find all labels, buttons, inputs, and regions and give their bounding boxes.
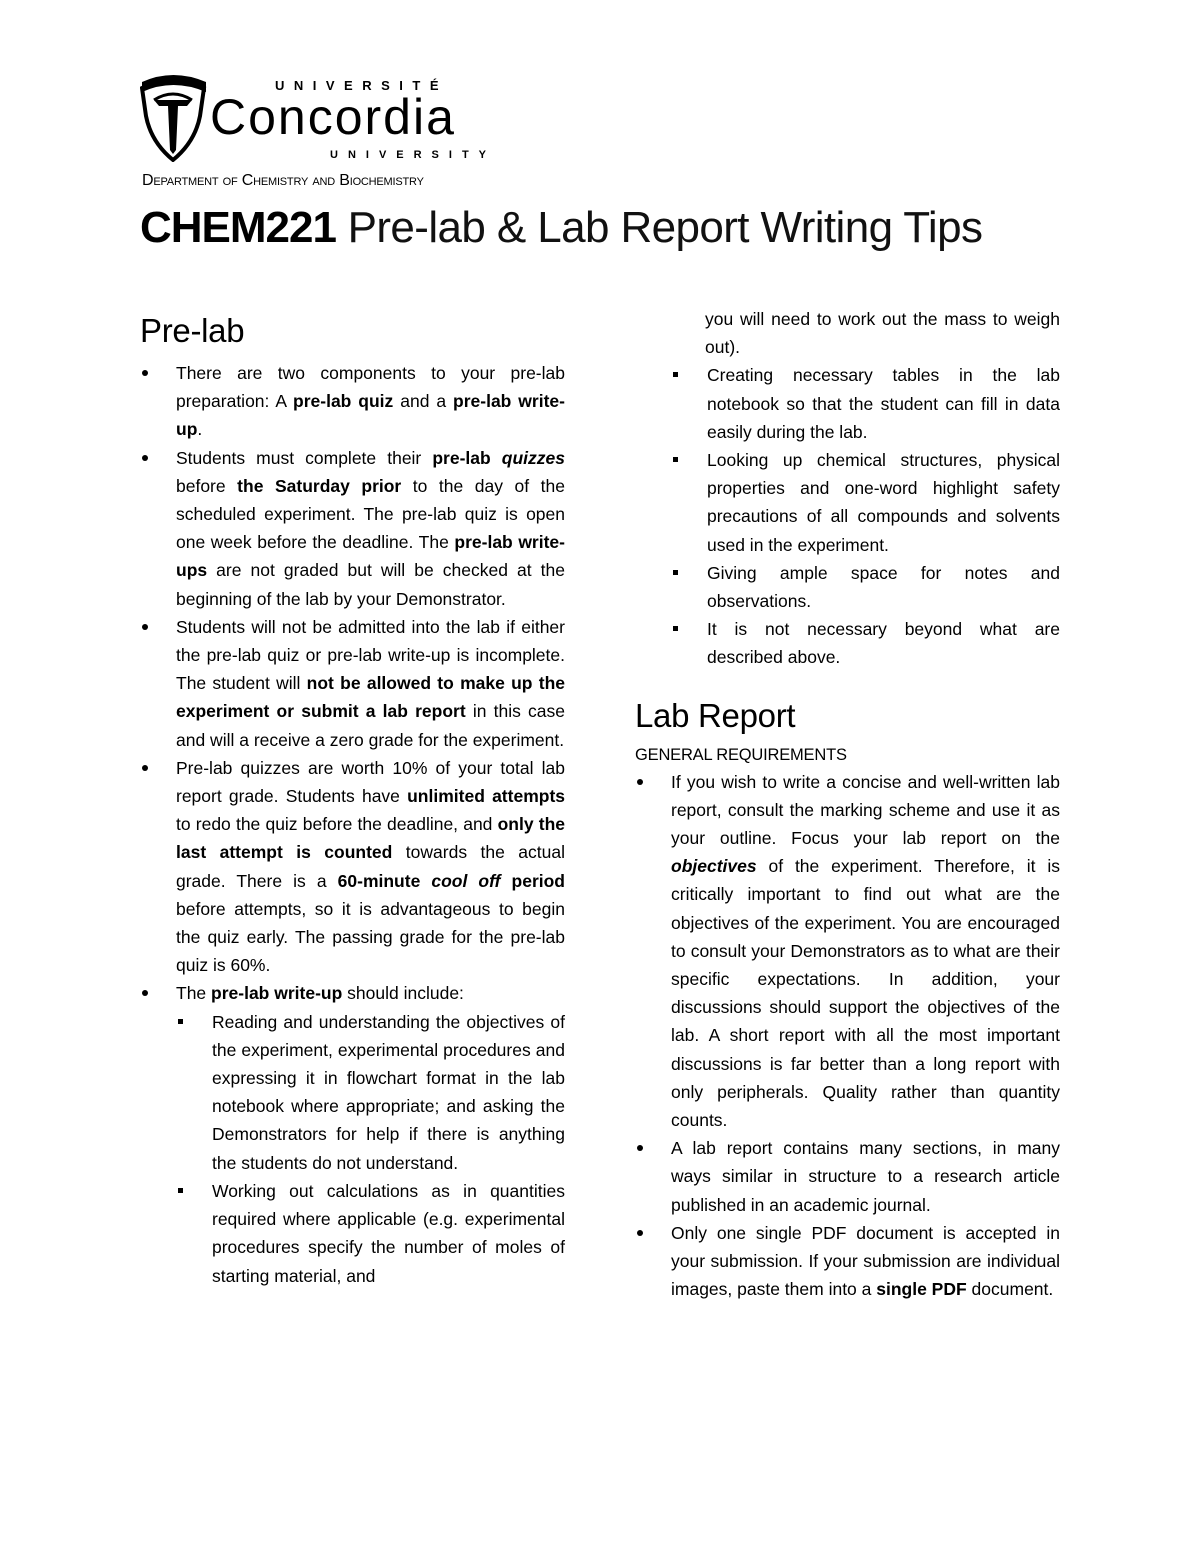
writeup-sublist xyxy=(176,1008,565,1290)
left-column xyxy=(140,305,565,1290)
list-item: Reading and understanding the objectives of the experiment, experimental procedures and expressing it in flowchart format in the lab notebook where appropriate; and asking the Demonstrators for help if there is anything the students do not understand. xyxy=(176,1008,565,1177)
list-item: Working out calculations as in quantities required where applicable (e.g. experimental procedures specify the number of moles of starting material, and xyxy=(176,1177,565,1290)
square-bullet-icon xyxy=(178,1019,183,1024)
department-name: Department of Chemistry and Biochemistry xyxy=(142,172,424,189)
list-item: Pre-lab quizzes are worth 10% of your total lab report grade. Students have unlimited attempts to redo the quiz before the deadline, and only the last attempt is counted towards the actual grade. There is a 60-minute cool off period before attempts, so it is advantageous to begin the quiz early. The passing grade for the pre-lab quiz is 60%. xyxy=(140,754,565,980)
list-item: Looking up chemical structures, physical properties and one-word highlight safety precautions of all compounds and solvents used in the experiment. xyxy=(635,446,1060,559)
list-item: Only one single PDF document is accepted in your submission. If your submission are individual images, paste them into a single PDF document. xyxy=(635,1219,1060,1304)
square-bullet-icon xyxy=(673,457,678,462)
document-title xyxy=(140,198,982,258)
bullet-icon xyxy=(142,455,148,461)
bullet-icon xyxy=(637,1145,643,1151)
prelab-list xyxy=(140,359,565,1290)
square-bullet-icon xyxy=(178,1188,183,1193)
general-requirements-subheading: GENERAL REQUIREMENTS xyxy=(635,745,847,764)
list-item: Giving ample space for notes and observations. xyxy=(635,559,1060,615)
logo-top-text: UNIVERSITÉ xyxy=(275,78,449,93)
sublist-continuation: you will need to work out the mass to weigh out). xyxy=(705,309,1060,358)
square-bullet-icon xyxy=(673,570,678,575)
bullet-icon xyxy=(142,370,148,376)
square-bullet-icon xyxy=(673,372,678,377)
logo-name: Concordia xyxy=(210,89,456,145)
prelab-heading: Pre-lab xyxy=(140,312,245,349)
title-text: Pre-lab & Lab Report Writing Tips xyxy=(347,203,983,252)
list-item: Creating necessary tables in the lab notebook so that the student can fill in data easily during the lab. xyxy=(635,361,1060,446)
list-item: If you wish to write a concise and well-written lab report, consult the marking scheme and use it as your outline. Focus your lab report on the objectives of the experiment. Therefore, it is critically important to find out what are the objectives of the experiment. You are encouraged to consult your Demonstrators as to what are their specific expectations. In addition, your discussions should support the objectives of the lab. A short report with all the most important discussions is far better than a long report with only peripherals. Quality rather than quantity counts. xyxy=(635,768,1060,1135)
concordia-logo xyxy=(140,70,510,162)
list-item: It is not necessary beyond what are described above. xyxy=(635,615,1060,671)
course-code: CHEM221 xyxy=(140,203,336,252)
list-item: Students must complete their pre-lab quizzes before the Saturday prior to the day of the scheduled experiment. The pre-lab quiz is open one week before the deadline. The pre-lab write-ups are not graded but will be checked at the beginning of the lab by your Demonstrator. xyxy=(140,444,565,613)
bullet-icon xyxy=(142,624,148,630)
list-item: A lab report contains many sections, in many ways similar in structure to a research article published in an academic journal. xyxy=(635,1134,1060,1219)
shield-icon xyxy=(142,75,206,160)
list-item: The pre-lab write-up should include: Reading and understanding the objectives of the experiment, experimental procedures and expressing it in flowchart format in the lab notebook where appropriate; and asking the Demonstrators for help if there is anything the students do not understand. Working out calculations as in quantities required where applicable (e.g. experimental procedures specify the number of moles of starting material, and xyxy=(140,979,565,1289)
writeup-sublist-continued xyxy=(635,361,1060,671)
labreport-list xyxy=(635,768,1060,1304)
bullet-icon xyxy=(637,779,643,785)
square-bullet-icon xyxy=(673,626,678,631)
right-column xyxy=(635,305,1060,1304)
logo-bottom-text: UNIVERSITY xyxy=(330,149,497,161)
bullet-icon xyxy=(142,990,148,996)
list-item: There are two components to your pre-lab preparation: A pre-lab quiz and a pre-lab write-up. xyxy=(140,359,565,444)
list-item: Students will not be admitted into the lab if either the pre-lab quiz or pre-lab write-up is incomplete. The student will not be allowed to make up the experiment or submit a lab report in this case and will a receive a zero grade for the experiment. xyxy=(140,613,565,754)
bullet-icon xyxy=(142,765,148,771)
bullet-icon xyxy=(637,1230,643,1236)
labreport-heading: Lab Report xyxy=(635,696,796,734)
